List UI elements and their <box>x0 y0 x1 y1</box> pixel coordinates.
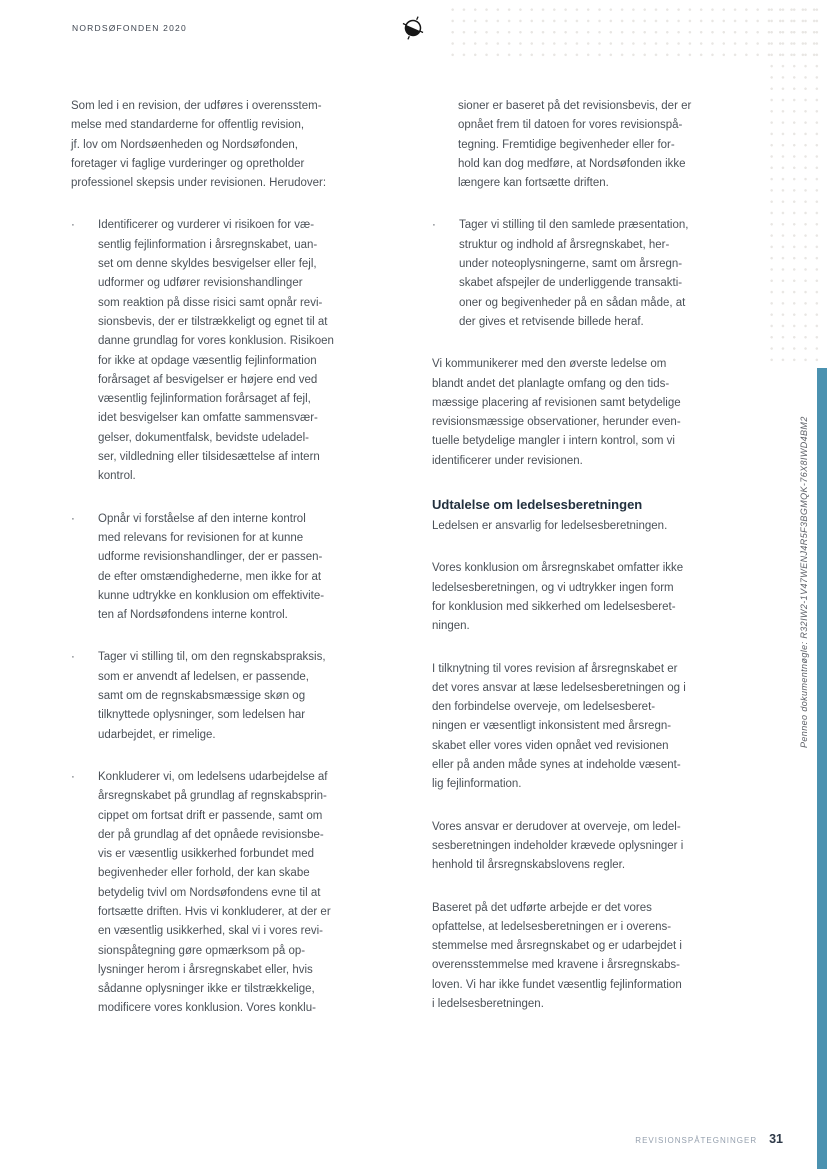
text-line: der gives et retvisende billede heraf. <box>459 315 644 328</box>
text-line: vis er væsentlig usikkerhed forbundet med <box>98 848 315 861</box>
bullet-item <box>71 216 406 486</box>
paragraph <box>432 355 780 471</box>
right-column <box>432 97 780 1014</box>
bullet-marker-icon: · <box>432 219 436 232</box>
bullet-text <box>98 510 324 626</box>
text-line: Vores ansvar er derudover at overveje, om ledel- <box>432 820 681 833</box>
dot-pattern-top <box>447 4 819 58</box>
text-line: ten af Nordsøfondens interne kontrol. <box>98 609 288 622</box>
text-line: modificere vores konklusion. Vores konklu- <box>98 1002 316 1015</box>
text-line: som reaktion på disse risici samt opnår revi- <box>98 296 323 309</box>
bullet-text <box>98 768 331 1019</box>
text-line: udarbejdet, er rimelige. <box>98 728 216 741</box>
text-line: Tager vi stilling til, om den regnskabspraksis, <box>98 651 326 664</box>
bullet-marker-icon: · <box>71 512 75 525</box>
text-line: de efter omstændighederne, men ikke for at <box>98 570 322 583</box>
text-line: skabet eller vores viden opnået ved revisionen <box>432 739 669 752</box>
text-line: Vi kommunikerer med den øverste ledelse om <box>432 358 667 371</box>
text-line: en væsentlig usikkerhed, skal vi i vores revi- <box>98 925 323 938</box>
text-line: forårsaget af besvigelser er højere end ved <box>98 373 318 386</box>
text-line: mæssige placering af revisionen samt betydelige <box>432 396 681 409</box>
text-line: Som led i en revision, der udføres i overensstem- <box>71 100 322 112</box>
text-line: gelser, dokumentfalsk, bevidste udeladel- <box>98 431 309 444</box>
text-line: i ledelsesberetningen. <box>432 997 544 1010</box>
text-line: opfattelse, at ledelsesberetningen er i overens- <box>432 920 672 933</box>
text-line: udformer og udfører revisionshandlinger <box>98 277 303 290</box>
bullet-marker-icon: · <box>71 219 75 232</box>
bullet-marker-icon: · <box>71 770 75 783</box>
bullet-item <box>71 648 406 744</box>
text-line: cippet om fortsat drift er passende, samt om <box>98 809 323 822</box>
text-line: lig fejlinformation. <box>432 778 522 791</box>
text-line: loven. Vi har ikke fundet væsentlig fejlinformation <box>432 978 682 991</box>
text-line: blandt andet det planlagte omfang og den tids- <box>432 377 670 390</box>
text-line: lysninger herom i årsregnskabet eller, hvis <box>98 963 313 976</box>
text-line: kunne udtrykke en konklusion om effektivite- <box>98 589 325 602</box>
text-line: begivenheder eller forhold, der kan skabe <box>98 867 310 880</box>
text-line: ser, vildledning eller tilsidesættelse af intern <box>98 451 320 464</box>
paragraph <box>71 97 406 193</box>
text-line: længere kan fortsætte driften. <box>458 177 609 190</box>
text-line: der på grundlag af det opnåede revisionsbe- <box>98 828 324 841</box>
paragraph <box>432 660 780 795</box>
text-line: stemmelse med årsregnskabet og er udarbejdet i <box>432 940 682 953</box>
text-line: den forbindelse overveje, om ledelsesberet- <box>432 701 656 714</box>
report-title: NORDSØFONDEN 2020 <box>72 23 187 33</box>
section-heading <box>432 494 780 515</box>
text-line: henhold til årsregnskabslovens regler. <box>432 859 626 872</box>
nordsofonden-logo-icon <box>397 9 429 47</box>
paragraph <box>432 818 780 876</box>
text-line: under noteoplysningerne, samt om årsregn- <box>459 258 683 271</box>
text-line: opnået frem til datoen for vores revisionspå- <box>458 119 683 132</box>
text-line: Opnår vi forståelse af den interne kontrol <box>98 512 306 525</box>
text-line: ledelsesberetningen, og vi udtrykker ingen form <box>432 581 674 594</box>
text-line: sådanne oplysninger ikke er tilstrækkelige, <box>98 983 315 996</box>
text-line: set om denne skyldes besvigelser eller fejl, <box>98 258 317 271</box>
paragraph <box>432 517 780 536</box>
text-line: danne grundlag for vores konklusion. Risikoen <box>98 335 334 348</box>
text-line: identificerer under revisionen. <box>432 454 583 467</box>
text-line: tuelle betydelige mangler i intern kontrol, som vi <box>432 435 675 448</box>
text-line: professionel skepsis under revisionen. Herudover: <box>71 177 327 190</box>
text-line: væsentlig fejlinformation forårsaget af fejl, <box>98 393 311 406</box>
bullet-text <box>98 648 326 744</box>
text-line: Tager vi stilling til den samlede præsentation, <box>459 219 689 232</box>
footer-section-label: REVISIONSPÅTEGNINGER <box>635 1136 758 1145</box>
text-line: med relevans for revisionen for at kunne <box>98 531 304 544</box>
text-line: melse med standarderne for offentlig revision, <box>71 119 305 132</box>
page-footer <box>635 1132 783 1146</box>
text-line: Ledelsen er ansvarlig for ledelsesberetningen. <box>432 520 668 533</box>
text-line: sionspåtegning gøre opmærksom på op- <box>98 944 306 957</box>
text-line: for ikke at opdage væsentlig fejlinformation <box>98 354 317 367</box>
bullet-item <box>71 510 406 626</box>
text-line: Vores konklusion om årsregnskabet omfatter ikke <box>432 562 684 575</box>
text-line: oner og begivenheder på en sådan måde, at <box>459 296 686 309</box>
text-line: tilknyttede oplysninger, som ledelsen har <box>98 709 306 722</box>
text-line: sioner er baseret på det revisionsbevis, der er <box>458 100 692 112</box>
text-line: samt om de regnskabsmæssige skøn og <box>98 690 306 703</box>
text-line: I tilknytning til vores revision af årsregnskabet er <box>432 662 678 675</box>
text-line: Baseret på det udførte arbejde er det vores <box>432 901 652 914</box>
text-line: kontrol. <box>98 470 136 483</box>
penneo-label: Penneo dokumentnøgle: <box>799 638 809 748</box>
text-line: årsregnskabet på grundlag af regnskabsprin- <box>98 790 327 803</box>
text-line: jf. lov om Nordsøenheden og Nordsøfonden, <box>71 138 298 151</box>
text-line: ningen. <box>432 620 470 633</box>
page-number: 31 <box>769 1132 783 1146</box>
text-line: foretager vi faglige vurderinger og opretholder <box>71 157 305 170</box>
text-line: fortsætte driften. Hvis vi konkluderer, at der er <box>98 905 331 918</box>
paragraph <box>432 559 780 636</box>
text-line: skabet afspejler de underliggende transakti- <box>459 277 683 290</box>
bullet-text <box>98 216 334 486</box>
text-line: hold kan dog medføre, at Nordsøfonden ikke <box>458 157 686 170</box>
text-line: overensstemmelse med kravene i årsregnskabs- <box>432 959 680 972</box>
text-line: det vores ansvar at læse ledelsesberetningen og i <box>432 681 686 694</box>
bullet-item <box>71 768 406 1019</box>
bullet-item <box>432 216 780 332</box>
bullet-text <box>459 216 688 332</box>
text-line: idet besvigelser kan omfatte sammensvær- <box>98 412 318 425</box>
bullet-marker-icon: · <box>71 651 75 664</box>
text-line: tegning. Fremtidige begivenheder eller for- <box>458 138 675 151</box>
text-line: for konklusion med sikkerhed om ledelsesberet- <box>432 600 676 613</box>
text-line: eller på anden måde synes at indeholde væsent- <box>432 759 681 772</box>
text-line: Konkluderer vi, om ledelsens udarbejdelse af <box>98 770 328 783</box>
left-column <box>71 97 406 1019</box>
text-line: som er anvendt af ledelsen, er passende, <box>98 670 309 683</box>
paragraph <box>432 97 780 193</box>
text-line: sentlig fejlinformation i årsregnskabet, uan- <box>98 238 318 251</box>
accent-bar <box>817 368 827 1169</box>
text-line: struktur og indhold af årsregnskabet, her- <box>459 238 670 251</box>
text-line: sesberetningen indeholder krævede oplysninger i <box>432 839 684 852</box>
text-line: Udtalelse om ledelsesberetningen <box>432 497 643 513</box>
penneo-document-key <box>799 403 809 748</box>
text-line: ningen er væsentligt inkonsistent med årsregn- <box>432 720 672 733</box>
text-line: betydelig tvivl om Nordsøfondens evne til at <box>98 886 321 899</box>
penneo-key: R32IW2-1V47WENJ4R5F3BGMQK-76X8IWD4BM2 <box>799 416 809 639</box>
text-line: sionsbevis, der er tilstrækkeligt og egnet til at <box>98 315 328 328</box>
text-line: revisionsmæssige observationer, herunder even- <box>432 416 681 429</box>
text-line: udforme revisionshandlinger, der er passen- <box>98 551 323 564</box>
text-line: Identificerer og vurderer vi risikoen for væ- <box>98 219 315 232</box>
paragraph <box>432 899 780 1015</box>
